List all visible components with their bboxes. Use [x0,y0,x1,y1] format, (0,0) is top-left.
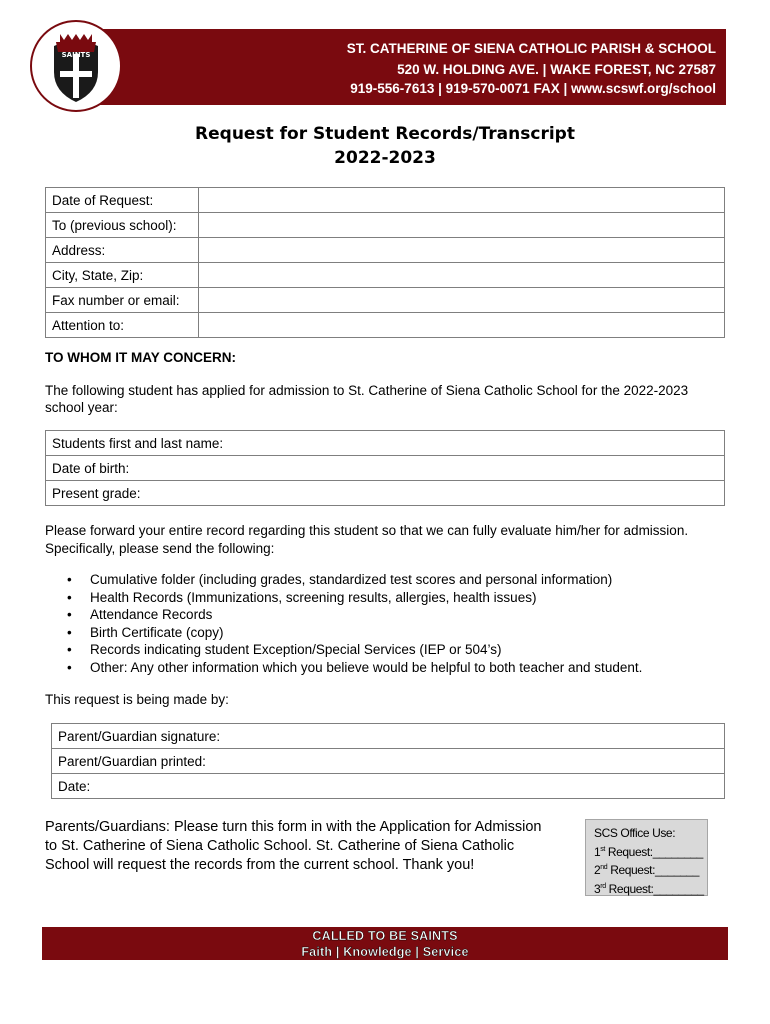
office-first-rest: Request:________ [604,844,703,859]
list-item [45,571,642,589]
closing-line-1: Parents/Guardians: Please turn this form in with the Application for Admission [45,819,542,835]
header-contact: 919-556-7613 | 919-570-0071 FAX | www.scswf.org/school [350,81,716,96]
bullet-icon: • [67,642,72,658]
made-by-text: This request is being made by: [45,692,229,707]
list-item [45,589,642,607]
list-item [45,641,642,659]
bullet-icon: • [67,589,72,605]
student-row [46,431,725,456]
request-row-label: Attention to: [46,313,199,338]
request-row-value-field[interactable] [199,288,725,313]
header-school-name: ST. CATHERINE OF SIENA CATHOLIC PARISH & SCHOOL [346,41,716,56]
list-item [45,606,642,624]
office-first-sup: st [600,845,605,853]
office-third-num: 3 [594,881,601,896]
request-row-label: City, State, Zip: [46,263,199,288]
page-year: 2022-2023 [334,148,436,168]
parent-row-label: Parent/Guardian printed: [52,749,725,774]
parent-row-label: Date: [52,774,725,799]
student-row-label: Date of birth: [46,456,725,481]
student-row-label: Present grade: [46,481,725,506]
office-second-rest: Request:_______ [607,863,699,877]
list-item-text: Health Records (Immunizations, screening results, allergies, health issues) [90,589,537,605]
office-second-request [594,860,707,879]
parent-row [52,724,725,749]
request-row [46,263,725,288]
parent-row [52,774,725,799]
request-row [46,238,725,263]
office-second-sup: nd [600,864,608,871]
header-banner [60,29,726,105]
parent-row-label: Parent/Guardian signature: [52,724,725,749]
request-row-value-field[interactable] [199,188,725,213]
office-use-title: SCS Office Use: [594,826,676,840]
bullet-icon: • [67,572,72,587]
office-first-num: 1 [594,844,601,859]
school-logo [30,20,122,112]
footer-values: Faith | Knowledge | Service [301,945,469,959]
footer-banner [42,927,728,960]
office-third-request [594,879,707,898]
footer-motto: CALLED TO BE SAINTS [312,929,458,943]
forward-line-1: Please forward your entire record regarding this student so that we can fully evaluate him/her for admission. [45,523,689,538]
request-row-value-field[interactable] [199,263,725,288]
concern-heading: TO WHOM IT MAY CONCERN: [45,350,237,365]
request-table [45,187,725,338]
office-first-request [594,842,707,861]
closing-line-2: to St. Catherine of Siena Catholic School. St. Catherine of Siena Catholic [45,838,515,854]
request-row-value-field[interactable] [199,313,725,338]
logo-text: SAINTS [61,51,91,59]
list-item-text: Birth Certificate (copy) [90,624,224,640]
list-item-text: Records indicating student Exception/Special Services (IEP or 504’s) [90,642,502,658]
forward-line-2: Specifically, please send the following: [45,541,275,556]
request-row [46,213,725,238]
student-table [45,430,725,506]
intro-line-2: school year: [45,400,118,415]
list-item-text: Attendance Records [90,607,213,623]
student-row [46,481,725,506]
parent-table [51,723,725,799]
office-third-sup: rd [600,882,606,890]
request-row-value-field[interactable] [199,238,725,263]
list-item-text: Other: Any other information which you believe would be helpful to both teacher and student. [90,659,643,675]
bullet-icon: • [67,659,72,675]
list-item [45,659,642,677]
closing-paragraph [45,818,541,875]
shield-logo-icon [46,32,106,104]
header-address: 520 W. HOLDING AVE. | WAKE FOREST, NC 27587 [397,62,716,77]
student-row-label: Students first and last name: [46,431,725,456]
bullet-icon: • [67,624,72,640]
intro-line-1: The following student has applied for admission to St. Catherine of Siena Catholic School for the 2022-2023 [45,383,689,398]
request-row-label: Date of Request: [46,188,199,213]
request-row-label: Address: [46,238,199,263]
closing-line-3: School will request the records from the current school. Thank you! [45,857,475,873]
page-title: Request for Student Records/Transcript [195,124,575,144]
request-row-label: To (previous school): [46,213,199,238]
request-row-label: Fax number or email: [46,288,199,313]
parent-row [52,749,725,774]
office-second-num: 2 [594,863,601,877]
requested-items-list [45,571,642,677]
request-row-value-field[interactable] [199,213,725,238]
list-item-text: Cumulative folder (including grades, standardized test scores and personal information) [90,572,613,587]
student-row [46,456,725,481]
request-row [46,313,725,338]
bullet-icon: • [67,607,72,623]
request-row [46,188,725,213]
office-third-rest: Request:________ [605,881,704,896]
request-row [46,288,725,313]
office-use-box [585,819,708,896]
list-item [45,624,642,642]
